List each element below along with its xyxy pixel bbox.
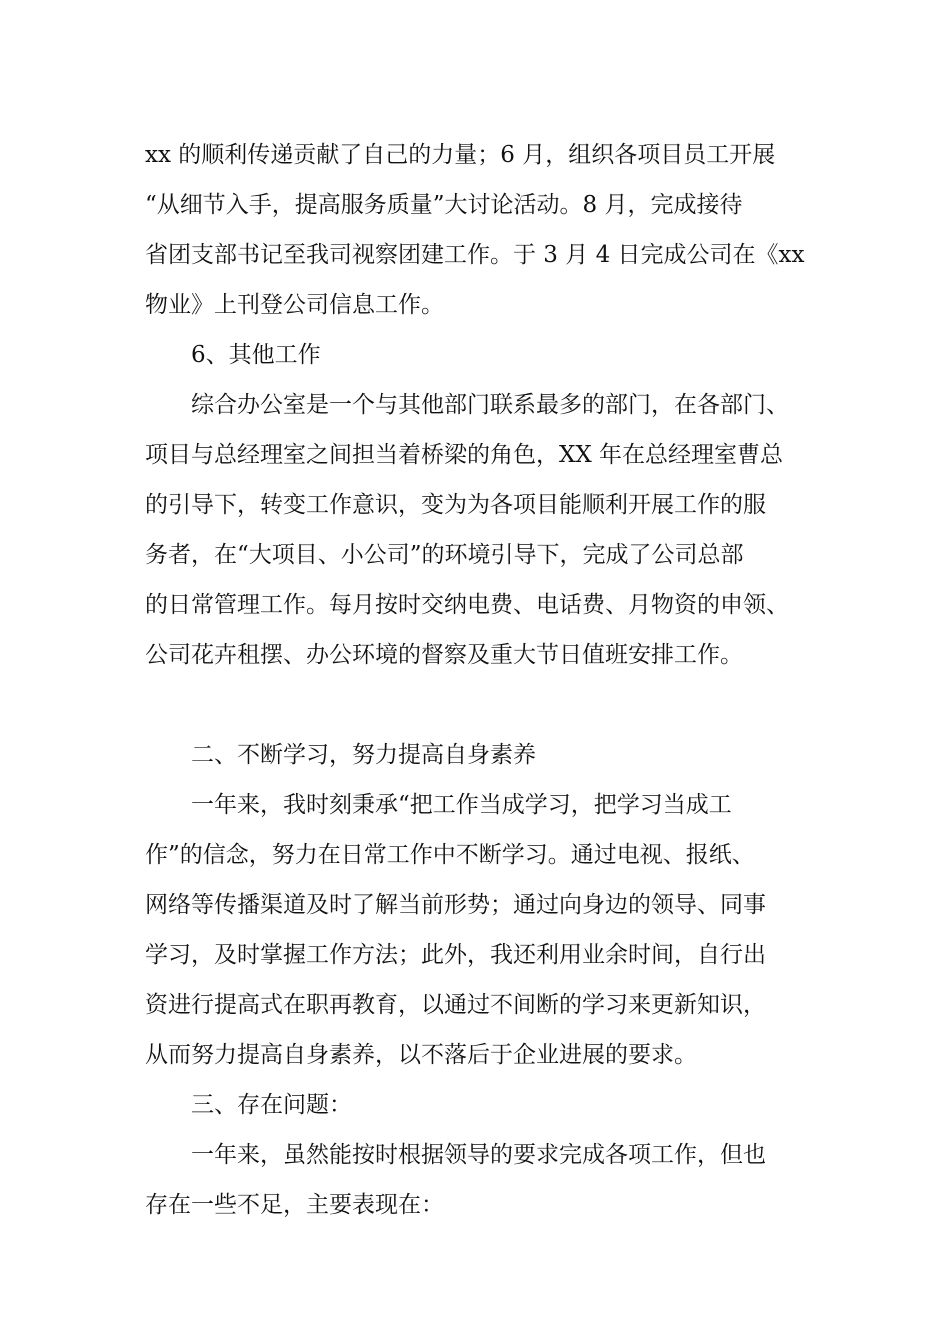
text-line: 综合办公室是一个与其他部门联系最多的部门，在各部门、 — [191, 392, 789, 418]
text-line: 存在一些不足，主要表现在： — [145, 1192, 444, 1218]
text-line: 的日常管理工作。每月按时交纳电费、电话费、月物资的申领、 — [145, 592, 789, 618]
text-line: 作”的信念，努力在日常工作中不断学习。通过电视、报纸、 — [145, 842, 755, 868]
text-line: xx 的顺利传递贡献了自己的力量；6 月，组织各项目员工开展 — [145, 142, 776, 168]
paragraph-continuation — [145, 130, 810, 330]
text-line: 从而努力提高自身素养，以不落后于企业进展的要求。 — [145, 1042, 697, 1068]
section-heading-other-work: 6、其他工作 — [191, 342, 321, 368]
text-line: 一年来，我时刻秉承“把工作当成学习，把学习当成工 — [191, 792, 732, 818]
paragraph-office — [145, 380, 810, 680]
text-line: 省团支部书记至我司视察团建工作。于 3 月 4 日完成公司在《xx — [145, 242, 805, 268]
section-heading-problems: 三、存在问题： — [191, 1092, 352, 1118]
text-line: “从细节入手，提高服务质量”大讨论活动。8 月，完成接待 — [145, 192, 743, 218]
text-line: 网络等传播渠道及时了解当前形势；通过向身边的领导、同事 — [145, 892, 766, 918]
text-line: 资进行提高式在职再教育，以通过不间断的学习来更新知识， — [145, 992, 766, 1018]
paragraph-problems — [145, 1130, 810, 1230]
document-page — [145, 130, 810, 1230]
text-line: 公司花卉租摆、办公环境的督察及重大节日值班安排工作。 — [145, 642, 743, 668]
text-line: 务者，在“大项目、小公司”的环境引导下，完成了公司总部 — [145, 542, 744, 568]
text-line: 一年来，虽然能按时根据领导的要求完成各项工作，但也 — [191, 1142, 766, 1168]
blank-line — [145, 680, 810, 730]
text-line: 的引导下，转变工作意识，变为为各项目能顺利开展工作的服 — [145, 492, 766, 518]
text-line: 学习，及时掌握工作方法；此外，我还利用业余时间，自行出 — [145, 942, 766, 968]
section-heading-learning: 二、不断学习，努力提高自身素养 — [191, 742, 536, 768]
text-line: 物业》上刊登公司信息工作。 — [145, 292, 444, 318]
text-line: 项目与总经理室之间担当着桥梁的角色，XX 年在总经理室曹总 — [145, 442, 784, 468]
paragraph-learning — [145, 780, 810, 1080]
